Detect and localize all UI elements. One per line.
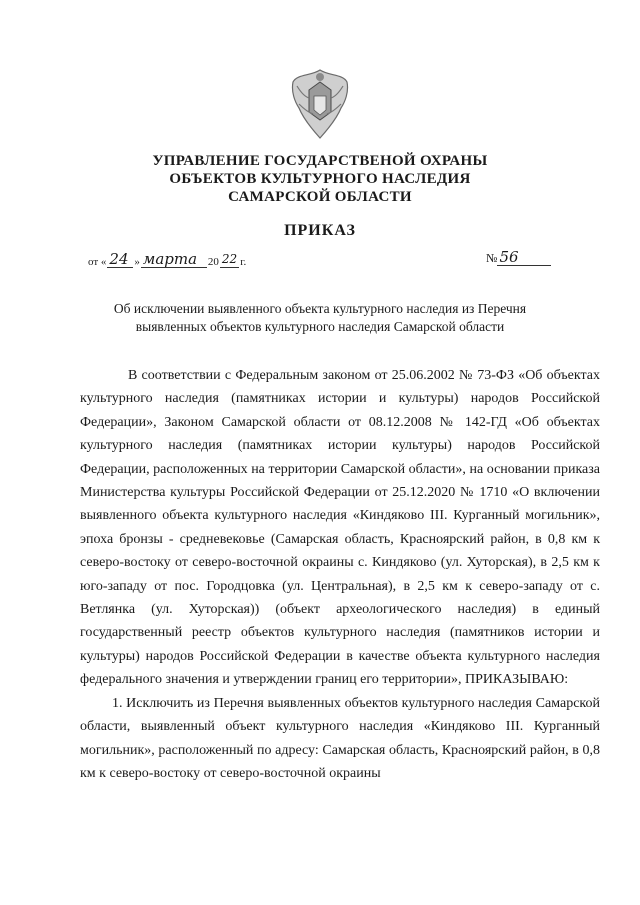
order-number xyxy=(486,250,551,266)
order-title: ПРИКАЗ xyxy=(284,222,356,239)
header-line-3: САМАРСКОЙ ОБЛАСТИ xyxy=(228,189,412,205)
order-date xyxy=(88,252,246,268)
date-prefix: от « xyxy=(88,256,107,268)
body-paragraph-1: В соответствии с Федеральным законом от 25.06.2002 № 73-ФЗ «Об объектах культурного наследия (памятниках истории и культуры) народов Российской Федерации», Законом Самарской области от 08.12.2008 № 142-ГД «Об объектах культурного наследия (памятниках истории культуры) народов Российской Федерации, расположенных на территории Самарской области», на основании приказа Министерства культуры Российской Федерации от 25.12.2020 № 1710 «О включении выявленного объекта культурного наследия «Киндяково III. Курганный могильник», эпоха бронзы - средневековье (Самарская область, Красноярский район, в 0,8 км к северо-востоку от северо-восточной окраины с. Киндяково (ул. Хуторская), в 2,5 км к юго-западу от пос. Городцовка (ул. Центральная), в 2,5 км к северо-западу от с. Ветлянка (ул. Хуторская)) (объект археологического наследия) в единый государственный реестр объектов культурного наследия (памятников истории и культуры) народов Российской Федерации в качестве объекта культурного наследия федерального значения и утверждении границ его территории», ПРИКАЗЫВАЮ: xyxy=(80,368,600,688)
header-line-1: УПРАВЛЕНИЕ ГОСУДАРСТВЕНОЙ ОХРАНЫ xyxy=(152,153,488,169)
number-prefix: № xyxy=(486,251,498,265)
number-value: 56 xyxy=(497,250,551,266)
order-body xyxy=(80,364,600,785)
date-year-suffix: 22 xyxy=(221,252,238,266)
date-day: 24 xyxy=(107,252,133,268)
body-item-1: 1. Исключить из Перечня выявленных объектов культурного наследия Самарской области, выявленный объект культурного наследия «Киндяково III. Курганный могильник», расположенный по адресу: Самарская область, Красноярский район, в 0,8 км к северо-востоку от северо-восточной окраины xyxy=(80,695,600,781)
order-subject: Об исключении выявленного объекта культурного наследия из Перечня выявленных объектов культурного наследия Самарской области xyxy=(113,301,527,334)
date-separator: » xyxy=(134,256,140,268)
header-line-2: ОБЪЕКТОВ КУЛЬТУРНОГО НАСЛЕДИЯ xyxy=(169,171,471,187)
coat-of-arms-emblem xyxy=(289,68,351,140)
date-suffix: г. xyxy=(240,256,247,268)
date-month: марта xyxy=(141,252,207,268)
date-year-prefix: 20 xyxy=(207,256,219,268)
